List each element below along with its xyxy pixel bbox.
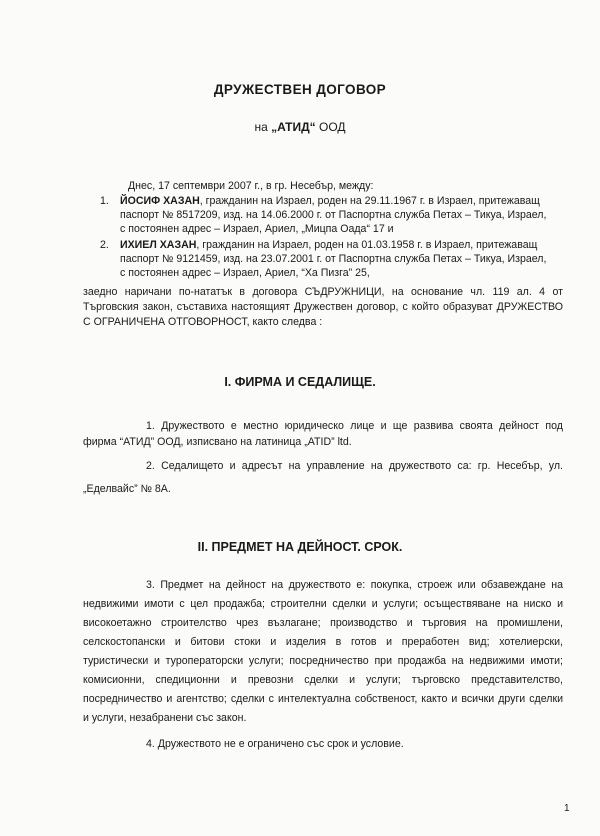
clause-3-line-3: високоетажно строителство чрез възлагане; производство и търговия на промишлени, — [83, 617, 563, 629]
clause-3-line-4: селскостопански и битови стоки и изделия в готов и преработен вид; хотелиерски, — [83, 636, 563, 648]
clause-2-line-2: „Еделвайс” № 8А. — [83, 483, 171, 495]
party-1-line-1 — [120, 195, 540, 208]
clause-3-line-8: и услуги, незабранени със закон. — [83, 712, 247, 724]
party-1-name: ЙОСИФ ХАЗАН — [120, 195, 200, 207]
party-2-line-1-text: , гражданин на Израел, роден на 01.03.1958 г. в Израел, притежаващ — [196, 239, 538, 251]
section-1-heading: I. ФИРМА И СЕДАЛИЩЕ. — [224, 375, 376, 389]
document-subtitle — [0, 120, 600, 134]
clause-3-line-2: недвижими имоти с цел продажба; строителни сделки и услуги; осъществяване на ниско и — [83, 598, 563, 610]
clause-2-line-1: 2. Седалището и адресът на управление на дружеството са: гр. Несебър, ул. — [146, 460, 563, 472]
section-2-heading: II. ПРЕДМЕТ НА ДЕЙНОСТ. СРОК. — [197, 540, 403, 554]
clause-1-line-2: фирма “АТИД” ООД, изписвано на латиница „ATID” ltd. — [83, 436, 352, 448]
party-1-number: 1. — [100, 195, 109, 207]
clause-4: 4. Дружеството не е ограничено със срок и условие. — [146, 738, 404, 750]
party-2-line-3: с постоянен адрес – Израел, Ариел, “Ха Пизга” 25, — [120, 267, 370, 279]
party-1-line-3: с постоянен адрес – Израел, Ариел, „Мицпа Оада“ 17 и — [120, 223, 394, 235]
collective-line-3: С ОГРАНИЧЕНА ОТГОВОРНОСТ, както следва : — [83, 316, 323, 328]
subtitle-prefix: на — [254, 120, 272, 134]
party-2-line-1 — [120, 239, 537, 252]
subtitle-suffix: ООД — [315, 120, 346, 134]
document-title: ДРУЖЕСТВЕН ДОГОВОР — [213, 82, 387, 97]
clause-1-line-1: 1. Дружеството е местно юридическо лице и ще развива своята дейност под — [146, 420, 563, 432]
collective-line-2: Търговския закон, съставиха настоящият Дружествен договор, с който образуват ДРУЖЕСТВО — [83, 301, 563, 313]
clause-3-line-6: комисионни, спедиционни и превозни сделки и услуги; търговско представителство, — [83, 674, 563, 686]
intro-line: Днес, 17 септември 2007 г., в гр. Несебър, между: — [128, 180, 374, 192]
clause-3-line-7: посредничество и агентство; сделки с интелектуална собственост, както и всички други сделки — [83, 693, 563, 705]
party-2-number: 2. — [100, 239, 109, 251]
collective-line-1: заедно наричани по-нататък в договора СЪДРУЖНИЦИ, на основание чл. 119 ал. 4 от — [83, 286, 563, 298]
party-2-name: ИХИЕЛ ХАЗАН — [120, 239, 197, 251]
subtitle-company: „АТИД“ — [271, 120, 316, 134]
party-1-line-1-text: , гражданин на Израел, роден на 29.11.1967 г. в Израел, притежаващ — [199, 195, 540, 207]
clause-3-line-5: туристически и туроператорски услуги; посредничество при продажба на недвижими имоти; — [83, 655, 563, 667]
page-number: 1 — [564, 803, 570, 814]
party-1-line-2: паспорт № 8517209, изд. на 14.06.2000 г. от Паспортна служба Петах – Тикуа, Израел, — [120, 209, 547, 221]
party-2-line-2: паспорт № 9121459, изд. на 23.07.2001 г. от Паспортна служба Петах – Тикуа, Израел, — [120, 253, 547, 265]
clause-3-line-1: 3. Предмет на дейност на дружеството е: покупка, строеж или обзавеждане на — [146, 579, 563, 591]
